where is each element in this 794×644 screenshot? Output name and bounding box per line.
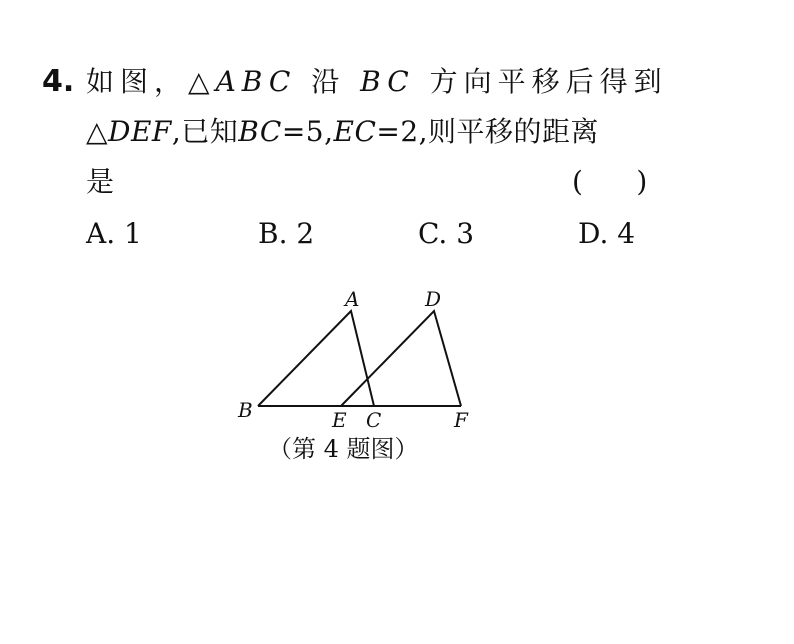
point-label-f: F [454, 408, 468, 432]
point-label-a: A [345, 287, 360, 311]
segment-bc: BC [360, 65, 415, 98]
option-d: D. 4 [578, 217, 636, 250]
triangle-abc [258, 311, 374, 406]
question-number: 4. [42, 64, 75, 99]
option-c: C. 3 [418, 217, 475, 250]
segment-bc-given: BC [238, 115, 282, 148]
triangle-symbol-icon: △ [86, 115, 109, 148]
point-label-c: C [366, 408, 382, 432]
question-text-given: ,已知 [171, 115, 239, 148]
question-text-intro: 如图， [86, 65, 189, 98]
answer-blank: ( ) [572, 165, 648, 198]
figure-caption: （第 4 题图） [268, 435, 419, 463]
point-label-e: E [332, 408, 347, 432]
question-text-bc-value: =5, [281, 115, 334, 148]
segment-ec-given: EC [333, 115, 377, 148]
triangle-def-name: DEF [108, 115, 172, 148]
triangle-abc-name: ABC [215, 65, 297, 98]
option-b: B. 2 [258, 217, 315, 250]
point-label-d: D [425, 287, 442, 311]
triangle-symbol-icon: △ [188, 65, 216, 98]
question-text-direction: 方向平移后得到 [429, 65, 668, 98]
figure-lines [258, 311, 461, 406]
question-text-ec-value: =2,则平移的距离 [376, 115, 600, 148]
question-line-3: 是 [86, 165, 115, 198]
triangle-def [341, 311, 461, 406]
point-label-b: B [238, 398, 253, 422]
option-a: A. 1 [86, 217, 142, 250]
question-text-along: 沿 [311, 65, 346, 98]
